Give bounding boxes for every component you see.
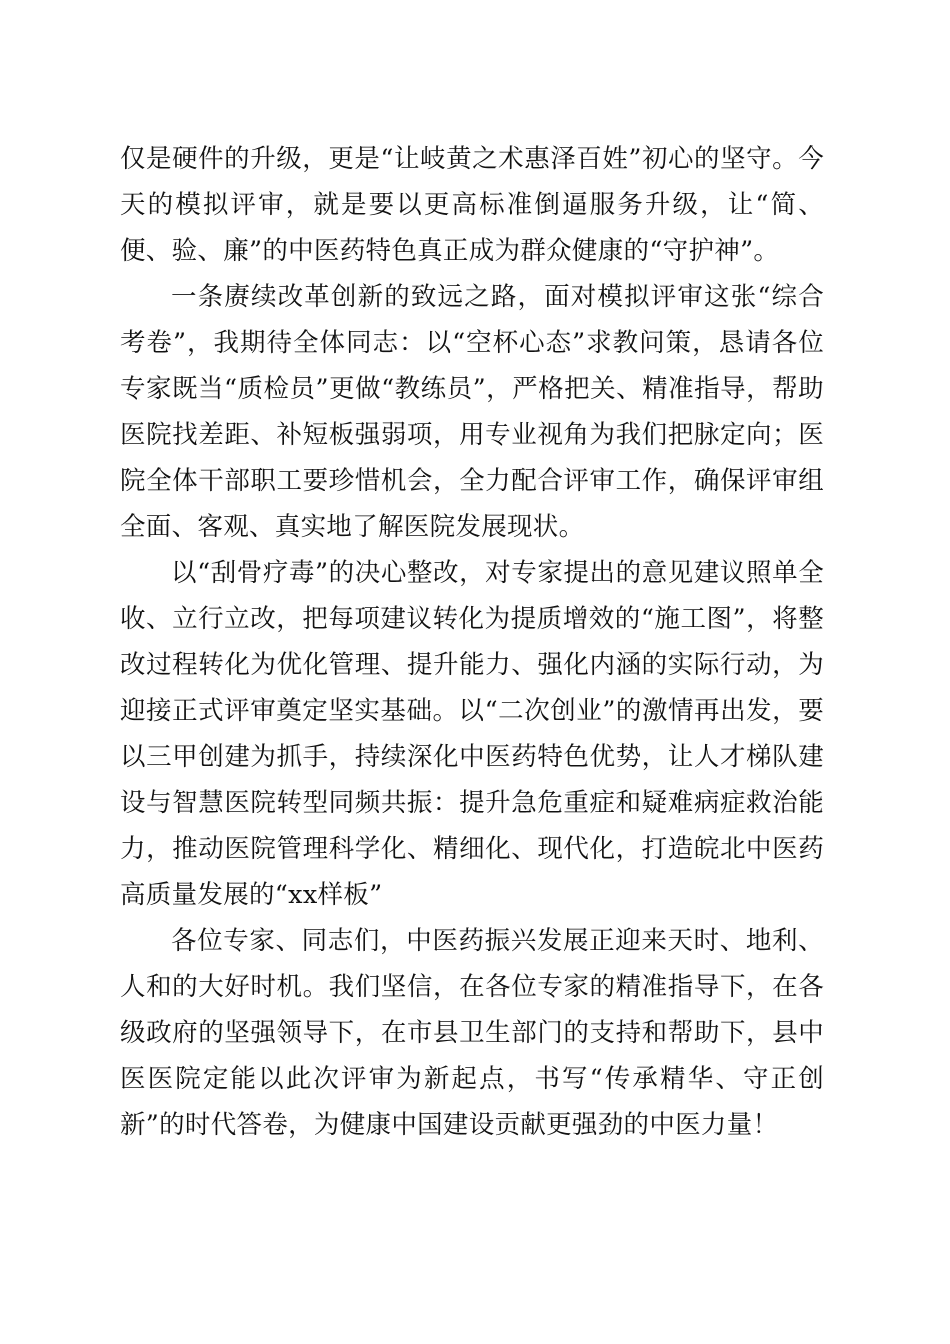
- paragraph-expectations: 一条赓续改革创新的致远之路，面对模拟评审这张“综合考卷”，我期待全体同志：以“空杯心态”求教问策，恳请各位专家既当“质检员”更做“教练员”，严格把关、精准指导，帮助医院找差距、补短板强弱项，用专业视角为我们把脉定向；医院全体干部职工要珍惜机会，全力配合评审工作，确保评审组全面、客观、真实地了解医院发展现状。: [120, 282, 824, 542]
- paragraph-rectification: 以“刮骨疗毒”的决心整改，对专家提出的意见建议照单全收、立行立改，把每项建议转化为提质增效的“施工图”，将整改过程转化为优化管理、提升能力、强化内涵的实际行动，为迎接正式评审奠定坚实基础。以“二次创业”的激情再出发，要以三甲创建为抓手，持续深化中医药特色优势，让人才梯队建设与智慧医院转型同频共振：提升急危重症和疑难病症救治能力，推动医院管理科学化、精细化、现代化，打造皖北中医药高质量发展的“xx样板”: [120, 558, 824, 910]
- document-body: [120, 136, 824, 1148]
- paragraph-conclusion: 各位专家、同志们，中医药振兴发展正迎来天时、地利、人和的大好时机。我们坚信，在各位专家的精准指导下，在各级政府的坚强领导下，在市县卫生部门的支持和帮助下，县中医医院定能以此次评审为新起点，书写“传承精华、守正创新”的时代答卷，为健康中国建设贡献更强劲的中医力量！: [120, 926, 824, 1140]
- paragraph-continuation: 仅是硬件的升级，更是“让岐黄之术惠泽百姓”初心的坚守。今天的模拟评审，就是要以更高标准倒逼服务升级，让“简、便、验、廉”的中医药特色真正成为群众健康的“守护神”。: [120, 144, 824, 266]
